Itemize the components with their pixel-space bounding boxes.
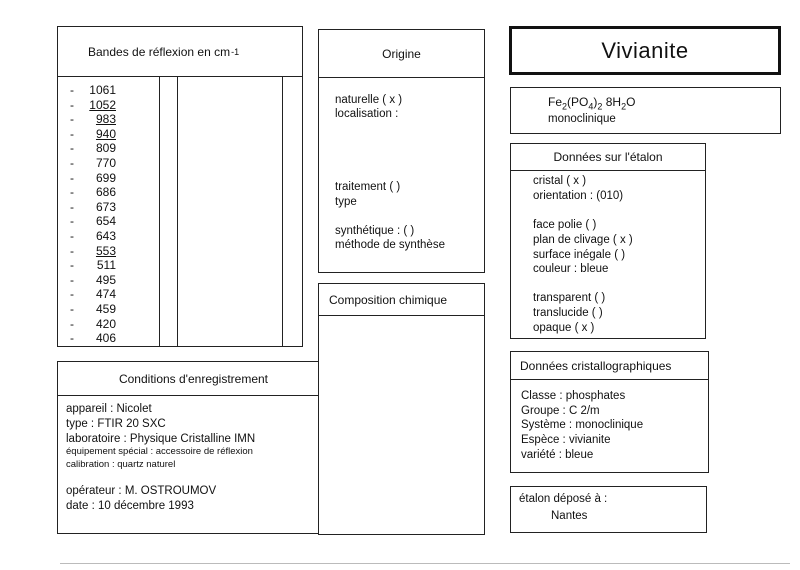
band-dash: - <box>70 97 74 112</box>
band-row <box>70 258 116 273</box>
cristallo-variete: variété : bleue <box>521 449 594 461</box>
formula-part: Fe <box>548 95 563 109</box>
band-dash: - <box>70 258 74 273</box>
band-row <box>70 185 116 200</box>
formula-subscript: 2 <box>597 101 603 112</box>
band-dash: - <box>70 170 74 185</box>
band-value: 940 <box>95 126 116 141</box>
cristallo-panel <box>510 351 709 473</box>
origine-header-text: Origine <box>382 46 421 61</box>
band-value: 686 <box>95 185 116 200</box>
origine-synthetique: synthétique : ( ) <box>335 225 415 237</box>
band-value: 1052 <box>89 97 116 112</box>
etalon-couleur: couleur : bleue <box>533 263 609 275</box>
composition-header <box>319 284 484 316</box>
bands-panel <box>57 26 303 347</box>
bands-header-unit: -1 <box>231 46 240 57</box>
cristallo-header-text: Données cristallographiques <box>520 358 672 373</box>
depot-panel <box>510 486 707 533</box>
conditions-date: date : 10 décembre 1993 <box>66 500 194 512</box>
mineral-title: Vivianite <box>601 37 689 63</box>
etalon-plan-clivage: plan de clivage ( x ) <box>533 234 633 246</box>
band-row <box>70 273 116 288</box>
band-dash: - <box>70 228 74 243</box>
band-dash: - <box>70 243 74 258</box>
band-row <box>70 83 116 98</box>
band-dash: - <box>70 331 74 346</box>
bands-column-divider <box>159 77 160 346</box>
etalon-opaque: opaque ( x ) <box>533 322 595 334</box>
bands-list <box>70 83 116 346</box>
page-bottom-rule <box>60 563 790 564</box>
bands-column-divider <box>282 77 283 346</box>
cristallo-groupe: Groupe : C 2/m <box>521 405 600 417</box>
depot-label: étalon déposé à : <box>519 493 608 505</box>
band-dash: - <box>70 316 74 331</box>
etalon-translucide: translucide ( ) <box>533 307 603 319</box>
band-row <box>70 317 116 332</box>
band-row <box>70 112 116 127</box>
composition-header-text: Composition chimique <box>329 292 448 307</box>
band-dash: - <box>70 301 74 316</box>
band-row <box>70 302 116 317</box>
band-dash: - <box>70 126 74 141</box>
band-row <box>70 156 116 171</box>
band-value: 406 <box>95 331 116 346</box>
origine-methode: méthode de synthèse <box>335 239 445 251</box>
band-row <box>70 127 116 142</box>
conditions-header-text: Conditions d'enregistrement <box>118 371 269 386</box>
cristallo-systeme: Système : monoclinique <box>521 419 644 431</box>
formula-panel <box>510 87 781 134</box>
origine-localisation: localisation : <box>335 108 399 120</box>
band-value: 699 <box>95 170 116 185</box>
band-row <box>70 331 116 346</box>
band-row <box>70 141 116 156</box>
etalon-orientation: orientation : (010) <box>533 190 624 202</box>
conditions-calibration: calibration : quartz naturel <box>66 459 176 470</box>
band-value: 1061 <box>89 83 116 97</box>
formula-part: (PO <box>567 95 589 109</box>
band-dash: - <box>70 112 74 127</box>
etalon-cristal: cristal ( x ) <box>533 175 587 187</box>
etalon-header-text: Données sur l'étalon <box>553 150 663 164</box>
band-value: 770 <box>95 155 116 170</box>
crystal-system: monoclinique <box>548 113 616 125</box>
cristallo-espece: Espèce : vivianite <box>521 434 611 446</box>
etalon-header <box>511 144 705 171</box>
origine-header <box>319 30 484 78</box>
cristallo-header <box>511 352 708 380</box>
etalon-face-polie: face polie ( ) <box>533 219 597 231</box>
origine-type: type <box>335 196 357 208</box>
band-value: 474 <box>95 287 116 302</box>
bands-column-divider <box>177 77 178 346</box>
band-value: 673 <box>95 199 116 214</box>
band-row <box>70 200 116 215</box>
formula-subscript: 4 <box>588 101 594 112</box>
formula-part: ) <box>593 95 598 109</box>
band-dash: - <box>70 199 74 214</box>
depot-place: Nantes <box>551 510 588 522</box>
band-row <box>70 98 116 113</box>
band-value: 459 <box>95 301 116 316</box>
origine-naturelle: naturelle ( x ) <box>335 94 403 106</box>
band-value: 511 <box>96 258 116 273</box>
band-value: 420 <box>95 316 116 331</box>
formula-part: O <box>626 95 636 109</box>
conditions-laboratoire: laboratoire : Physique Cristalline IMN <box>66 433 256 445</box>
formula-subscript: 2 <box>562 101 568 112</box>
composition-panel <box>318 283 485 535</box>
band-dash: - <box>70 214 74 229</box>
cristallo-classe: Classe : phosphates <box>521 390 626 402</box>
band-row <box>70 287 116 302</box>
band-dash: - <box>70 83 74 97</box>
band-value: 495 <box>95 272 116 287</box>
conditions-type: type : FTIR 20 SXC <box>66 418 166 430</box>
conditions-panel <box>57 361 330 534</box>
band-dash: - <box>70 141 74 156</box>
formula-subscript: 2 <box>621 101 627 112</box>
band-value: 809 <box>95 141 116 156</box>
conditions-appareil: appareil : Nicolet <box>66 403 152 415</box>
conditions-header <box>58 362 329 396</box>
band-dash: - <box>70 272 74 287</box>
etalon-transparent: transparent ( ) <box>533 292 606 304</box>
band-row <box>70 171 116 186</box>
band-dash: - <box>70 185 74 200</box>
band-dash: - <box>70 287 74 302</box>
title-box <box>509 26 781 75</box>
bands-header <box>58 27 302 77</box>
band-value: 553 <box>95 243 116 258</box>
formula-part: 8H <box>602 95 622 109</box>
origine-panel <box>318 29 485 273</box>
band-value: 643 <box>95 228 116 243</box>
conditions-operateur: opérateur : M. OSTROUMOV <box>66 485 217 497</box>
etalon-surface: surface inégale ( ) <box>533 249 626 261</box>
band-row <box>70 214 116 229</box>
bands-header-text: Bandes de réflexion en cm <box>88 44 231 59</box>
etalon-panel <box>510 143 706 339</box>
origine-traitement: traitement ( ) <box>335 181 401 193</box>
conditions-equipement: équipement spécial : accessoire de réflexion <box>66 446 253 457</box>
band-row <box>70 229 116 244</box>
band-row <box>70 244 116 259</box>
band-dash: - <box>70 155 74 170</box>
band-value: 654 <box>95 214 116 229</box>
band-value: 983 <box>95 112 116 127</box>
